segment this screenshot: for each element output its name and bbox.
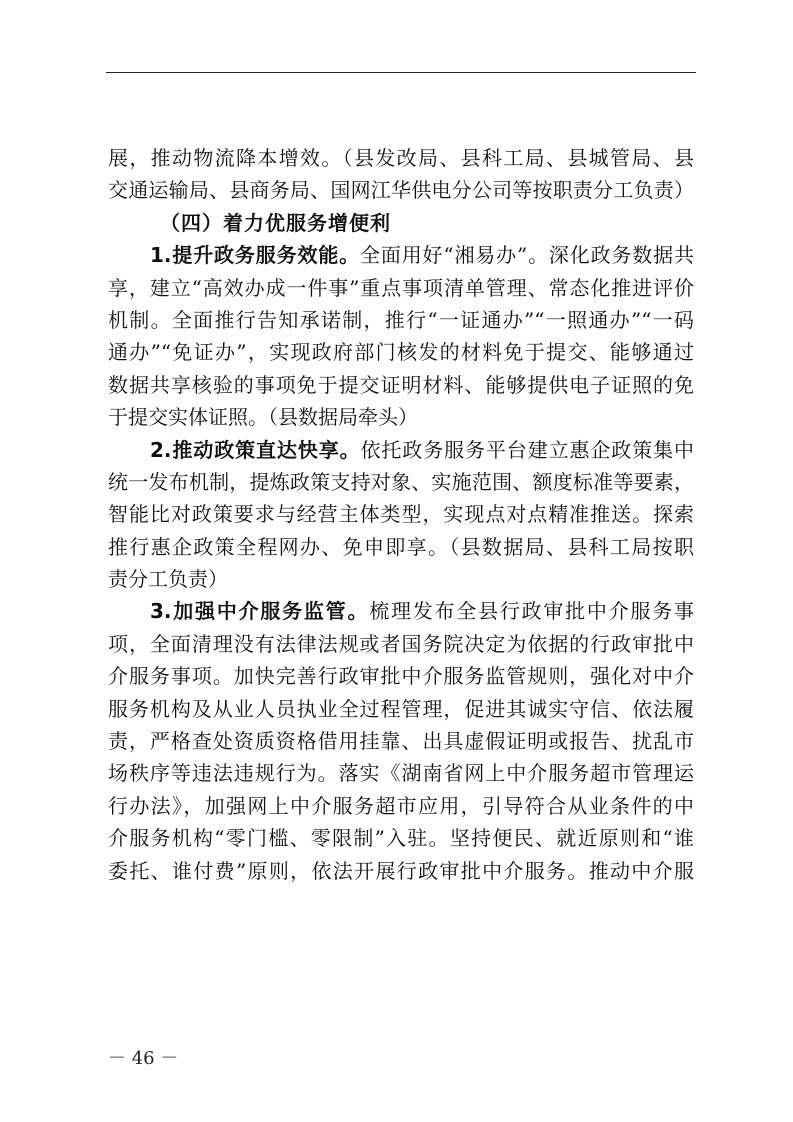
item-1-title: 1.提升政务服务效能。 [150, 243, 360, 268]
item-2-text: 依托政务服务平台建立惠企政策集中 [360, 437, 695, 462]
body-line: 场秩序等违法违规行为。落实《湖南省网上中介服务超市管理运 [108, 761, 694, 786]
body-line: 委托、谁付费”原则，依法开展行政审批中介服务。推动中介服 [108, 858, 694, 883]
body-line: 通办”“免证办”，实现政府部门核发的材料免于提交、能够通过 [108, 340, 694, 365]
body-line: 于提交实体证照。（县数据局牵头） [108, 405, 418, 430]
body-line: 推行惠企政策全程网办、免申即享。（县数据局、县科工局按职 [108, 534, 694, 559]
body-line: 项，全面清理没有法律法规或者国务院决定为依据的行政审批中 [108, 631, 694, 656]
body-line: 统一发布机制，提炼政策支持对象、实施范围、额度标准等要素， [108, 469, 694, 494]
item-1-text: 全面用好“湘易办”。深化政务数据共 [360, 243, 695, 268]
body-line: 交通运输局、县商务局、国网江华供电分公司等按职责分工负责） [108, 178, 694, 203]
body-line: 行办法》，加强网上中介服务超市应用，引导符合从业条件的中 [108, 793, 694, 818]
body-line: 责分工负责） [108, 567, 228, 592]
item-3-text: 梳理发布全县行政审批中介服务事 [369, 599, 695, 624]
item-1-first-line [108, 239, 694, 271]
section-heading: （四）着力优服务增便利 [160, 210, 391, 235]
body-line: 服务机构及从业人员执业全过程管理，促进其诚实守信、依法履 [108, 696, 694, 721]
item-2-title: 2.推动政策直达快享。 [150, 437, 361, 462]
body-line: 智能比对政策要求与经营主体类型，实现点对点精准推送。探索 [108, 502, 694, 527]
document-body [108, 142, 694, 887]
body-line: 机制。全面推行告知承诺制，推行“一证通办”“一照通办”“一码 [108, 307, 694, 332]
body-line: 责，严格查处资质资格借用挂靠、出具虚假证明或报告、扰乱市 [108, 729, 694, 754]
item-2-first-line [108, 434, 694, 466]
page-number: － 46 － [108, 1048, 179, 1069]
body-line: 介服务事项。加快完善行政审批中介服务监管规则，强化对中介 [108, 664, 694, 689]
body-line: 享，建立“高效办成一件事”重点事项清单管理、常态化推进评价 [108, 275, 694, 300]
item-3-first-line [108, 595, 694, 627]
item-3-title: 3.加强中介服务监管。 [150, 599, 370, 624]
body-line: 数据共享核验的事项免于提交证明材料、能够提供电子证照的免 [108, 372, 694, 397]
header-rule [106, 72, 696, 73]
body-line: 展，推动物流降本增效。（县发改局、县科工局、县城管局、县 [108, 146, 694, 170]
body-line: 介服务机构“零门槛、零限制”入驻。坚持便民、就近原则和“谁 [108, 826, 694, 851]
